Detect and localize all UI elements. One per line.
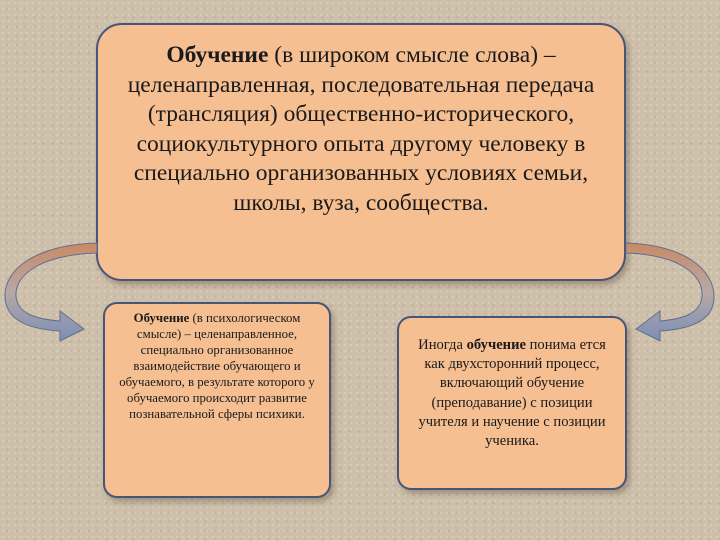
two-way-process-prefix: Иногда	[418, 337, 467, 353]
psychological-definition-text: (в психологическом смысле) – целенаправленное, специально организованное взаимодействие обучающего и обучаемого, в результате которого у обучаемого происходит развитие познавательной сферы психики.	[119, 311, 315, 421]
two-way-process-text: понима ется как двухсторонний процесс, включающий обучение (преподавание) с позиции учителя и научение с позиции ученика.	[418, 337, 606, 450]
right-curved-arrow-icon	[618, 235, 720, 340]
psychological-definition-box	[103, 302, 331, 498]
main-definition-term: Обучение	[166, 42, 269, 68]
psychological-definition-term: Обучение	[133, 311, 190, 325]
main-definition-box	[96, 23, 626, 281]
main-definition-text: (в широком смысле слова) – целенаправленная, последовательная передача (трансляция) общественно-исторического, социокультурного опыта другому человеку в специально организованных условиях семьи, школы, вуза, сообщества.	[127, 42, 595, 216]
two-way-process-term: обучение	[466, 337, 526, 353]
left-curved-arrow-icon	[0, 235, 110, 340]
two-way-process-box	[397, 316, 627, 490]
